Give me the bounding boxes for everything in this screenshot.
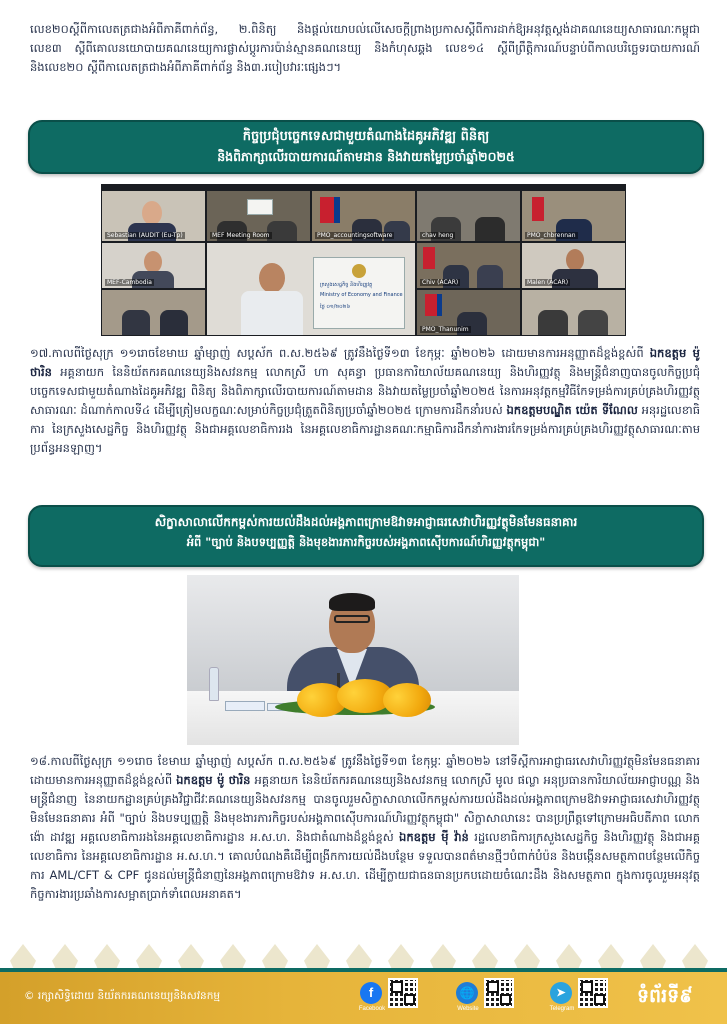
video-tile-label: PMO_chbrennan: [527, 232, 576, 239]
section-17-banner-line2: និងពិភាក្សាលើរបាយការណ៍តាមដាន និងវាយតម្លៃប្រចាំឆ្នាំ២០២៥: [217, 149, 515, 164]
copyright-text: © រក្សាសិទ្ធិដោយ និយ័តករគណនេយ្យនិងសវនកម្ម: [24, 990, 221, 1002]
section-18-text-suffix: រដ្ឋលេខាធិការក្រសួងសេដ្ឋកិច្ច និងហិរញ្ញវត្ថុ និងជាអគ្គលេខាធិការ នៃអគ្គលេខាធិការដ្ឋាន អ.ស.ហ.។ គោលបំណងគឺដើម្បីពង្រីកការយល់ដឹងបន្ថែម ទទួលបានពត៌មានថ្មីៗបំពាក់បំប៉ន និងបង្កើនសមត្ថភាពបន្ថែមលើកិច្ចការ AML/CFT & CPF ជូនដល់មន្ត្រីជំនាញនៃអង្គភាពក្រោមឱវាទ អ.ស.ហ. ដើម្បីក្លាយជាធនធានប្រកបដោយចំណេះដឹង និងសមត្ថភាព ក្នុងការចូលរួមអនុវត្តកិច្ចការងារប្រឆាំងការសម្អាតប្រាក់ទាំពេលអនាគត។: [30, 830, 700, 901]
section-17-banner: [28, 120, 704, 174]
video-tile: [521, 190, 626, 242]
video-tile-label: PMO_accountingsoftware: [317, 232, 393, 239]
section-18-banner: [28, 505, 704, 567]
website-qr-code[interactable]: [484, 978, 514, 1008]
website-icon: 🌐: [456, 982, 478, 1004]
section-18-name-1: ឯកឧត្តម ម៉ូ ថារិន: [176, 773, 251, 787]
section-18-banner-line2: អំពី "ច្បាប់ និងបទប្បញ្ញត្តិ និងមុខងារភារកិច្ចរបស់អង្គភាពស៊ើបការណ៍ហិរញ្ញវត្ថុកម្ពុជា": [186, 535, 546, 549]
video-tile: [101, 242, 206, 289]
facebook-icon: f: [360, 982, 382, 1004]
facebook-label: Facebook: [358, 1006, 386, 1012]
video-tile: [101, 289, 206, 336]
telegram-link[interactable]: [550, 978, 620, 1018]
slide-subtitle: Ministry of Economy and Finance: [320, 292, 403, 298]
section-18-name-2: ឯកឧត្តម ម៉ី វ៉ាន់: [399, 830, 469, 844]
section-17-banner-line1: កិច្ចប្រជុំបច្ចេកទេសជាមួយតំណាងដៃគូអភិវឌ្ឍ ពិនិត្យ: [242, 129, 490, 144]
video-tile: [206, 190, 311, 242]
video-tile: [416, 190, 521, 242]
section-17-name-1: ឯកឧត្តម ម៉ូ ថារិន: [30, 346, 700, 379]
section-18-banner-line1: សិក្ខាសាលាលើកកម្ពស់ការយល់ដឹងដល់អង្គភាពក្រោមឱវាទអាជ្ញាធរសេវាហិរញ្ញវត្ថុមិនមែនធនាគារ: [154, 515, 578, 529]
section-17-text-prefix: ១៧.កាលពីថ្ងៃសុក្រ ១១រោចខែមាឃ ឆ្នាំម្សាញ់ សប្តស័ក ព.ស.២៥៦៩ ត្រូវនឹងថ្ងៃទី១៣ ខែកុម្ភៈ ឆ្នាំ២០២៦ ដោយមានការអនុញ្ញាតដ៏ខ្ពង់ខ្ពស់ពី: [30, 346, 650, 360]
slide-date: ថ្ងៃ ០១/២០២៦: [320, 304, 351, 310]
decorative-ornament-band: [0, 938, 727, 972]
video-tile-label: Sebastian (AUDIT (Eu-Tp): [107, 232, 183, 239]
section-17-text-mid: អគ្គនាយក នៃនិយ័តករគណនេយ្យនិងសវនកម្ម លោកស្រី ហា សុគន្ធា ប្រធានការិយាល័យគណនេយ្យ និងហិរញ្ញវត្ថុ និងមន្ត្រីជំនាញបានចូលកិច្ចប្រជុំបច្ចេកទេសជាមួយតំណាងដៃគូអភិវឌ្ឍ ពិនិត្យ និងពិភាក្សាលើរបាយការណ៍តាមដាន និងវាយតម្លៃប្រចាំឆ្នាំ២០២៥ នៃការអនុវត្តកម្មវិធីកែទម្រង់ការគ្រប់គ្រងហិរញ្ញវត្ថុសាធារណៈ ដំណាក់កាលទី៤ ដើម្បីត្រៀមលក្ខណៈសម្រាប់កិច្ចប្រជុំត្រួតពិនិត្យប្រចាំឆ្នាំ២០២៥ ក្រោមការដឹកនាំរបស់: [30, 365, 700, 417]
video-tile-main: [206, 242, 416, 336]
telegram-label: Telegram: [549, 1006, 575, 1012]
section-17-paragraph: [30, 344, 700, 458]
page-number: ទំព័រទី៩: [637, 985, 693, 1007]
video-tile-label: Malen (ACAR): [527, 279, 569, 286]
video-tile: [416, 289, 521, 336]
section-18-text-mid: អគ្គនាយក នៃនិយ័តករគណនេយ្យនិងសវនកម្ម លោកស្រី មូល ផល្លា អនុប្រធានការិយាល័យអាជ្ញាបណ្ណ និងមន្ត្រីជំនាញ នៃនាយកដ្ឋានគ្រប់គ្រងវិជ្ជាជីវៈគណនេយ្យនិងសវនកម្ម បានចូលរួមសិក្ខាសាលាលើកកម្ពស់ការយល់ដឹងដល់អង្គភាពក្រោមឱវាទអាជ្ញាធរសេវាហិរញ្ញវត្ថុមិនមែនធនាគារ អំពី "ច្បាប់ និងបទប្បញ្ញត្តិ និងមុខងារភារកិច្ចរបស់អង្គភាពស៊ើបការណ៍ហិរញ្ញវត្ថុកម្ពុជា" សិក្ខាសាលានេះ បានប្រព្រឹត្តទៅក្រោមអធិបតីភាព លោក ង៉ោ ដាវឌ្ឍ អគ្គលេខាធិការរងនៃអគ្គលេខាធិការដ្ឋាន អ.ស.ហ. និងជាតំណាងដ៏ខ្ពង់ខ្ពស់: [30, 773, 700, 844]
slide-title: ក្រសួងសេដ្ឋកិច្ច និងហិរញ្ញវត្ថុ: [320, 282, 373, 288]
video-tile: [521, 242, 626, 289]
website-link[interactable]: [456, 978, 526, 1018]
video-tile-label: MEF-Cambodia: [107, 279, 152, 286]
section-18-paragraph: [30, 752, 700, 904]
facebook-qr-code[interactable]: [388, 978, 418, 1008]
section-18-text-prefix: ១៨.កាលពីថ្ងៃសុក្រ ១១រោច ខែមាឃ ឆ្នាំម្សាញ់ សប្តស័ក ព.ស.២៥៦៩ ត្រូវនឹងថ្ងៃទី១៣ ខែកុម្ភៈ ឆ្នាំ២០២៦ នៅទីស្តីការអាជ្ញាធរសេវាហិរញ្ញវត្ថុមិនមែនធនាគារ ដោយមានការអនុញ្ញាតដ៏ខ្ពង់ខ្ពស់ពី: [30, 754, 700, 787]
video-tile: [311, 190, 416, 242]
video-tile: [521, 289, 626, 336]
section-17-name-2: ឯកឧត្តមបណ្ឌិត យ៉េត ទីណែល: [506, 403, 638, 417]
workshop-speaker-photo: [187, 575, 519, 745]
video-conference-photo: [101, 184, 626, 336]
website-label: Website: [457, 1006, 479, 1012]
video-tile: [101, 190, 206, 242]
section-17-text-suffix: អនុរដ្ឋលេខាធិការ នៃក្រសួងសេដ្ឋកិច្ច និងហិរញ្ញវត្ថុ និងជាអគ្គលេខាធិការរង នៃអគ្គលេខាធិការដ្ឋានគណៈកម្មាធិការដឹកនាំការងារកែទម្រង់ការគ្រប់គ្រងហិរញ្ញវត្ថុសាធារណៈតាមប្រព័ន្ធអនឡាញ។: [30, 403, 700, 455]
video-tile-label: chav heng: [422, 232, 454, 239]
video-tile-label: PMO_Thanunim: [422, 326, 469, 333]
intro-paragraph: លេខ២០ស្តីពីកាលេតត្រជាងអំពីភាគីពាក់ព័ន្ធ, ២.ពិនិត្យ និងផ្តល់យោបល់លើសេចក្តីព្រាងប្រកាសស្តីពីការដាក់ឱ្យអនុវត្តស្តង់ដាគណនេយ្យសាធារណៈកម្ពុជា លេខ៣ ស្តីពីគោលនយោបាយគណនេយ្យការផ្លាស់ប្តូរការប៉ាន់ស្មានគណនេយ្យ និងកំហុសឆ្គង លេខ១៤ ស្តីពីព្រឹត្តិការណ៍បន្ទាប់ពីកាលបរិច្ឆេទរបាយការណ៍ និងលេខ២០ ស្តីពីកាលេតត្រជាងអំពីភាគីពាក់ព័ន្ធ និង៣.របៀបវារៈផ្សេងៗ។: [30, 22, 700, 74]
video-tile-label: Chiv (ACAR): [422, 279, 459, 286]
telegram-qr-code[interactable]: [578, 978, 608, 1008]
video-tile-label: MEF Meeting Room: [212, 232, 270, 239]
page-footer: [0, 972, 727, 1024]
video-tile: [416, 242, 521, 289]
facebook-link[interactable]: [360, 978, 430, 1018]
telegram-icon: ➤: [550, 982, 572, 1004]
presentation-slide: [313, 257, 405, 329]
